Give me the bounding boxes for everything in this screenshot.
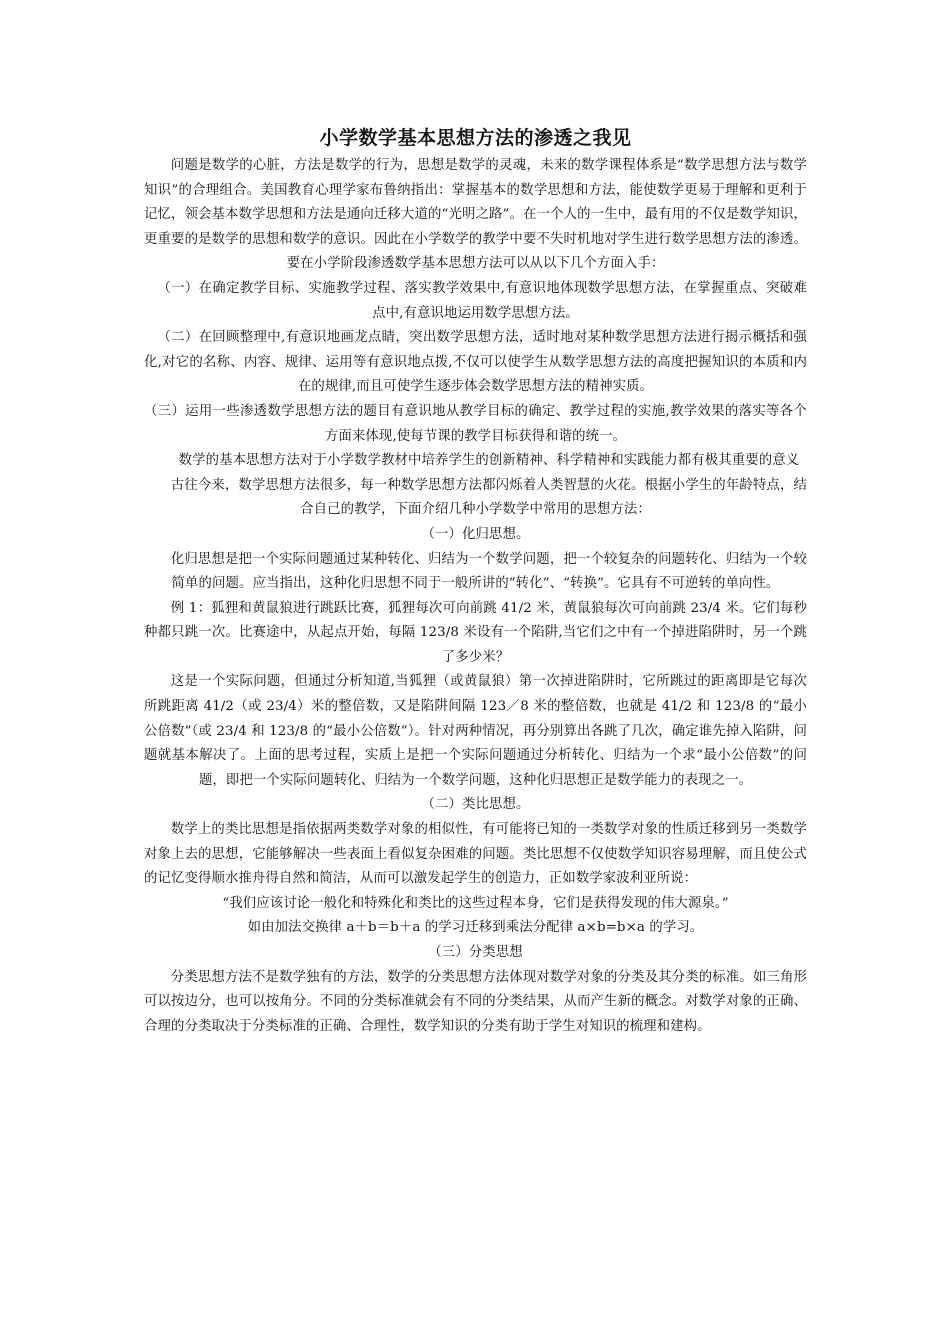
analogy-paragraph: 数学上的类比思想是指依据两类数学对象的相似性，有可能将已知的一类数学对象的性质迁移到另一类数学对象上去的思想，它能够解决一些表面上看似复杂困难的问题。类比思想不仅使数学知识容易理解，而且使公式的记忆变得顺水推舟得自然和简洁，从而可以激发起学生的创造力，正如数学家波利亚所说： — [144, 822, 807, 887]
method-item-3: （三）运用一些渗透数学思想方法的题目有意识地从教学目标的确定、教学过程的实施,教学效果的落实等各个方面来体现,使每节课的教学目标获得和谐的统一。 — [144, 403, 807, 444]
document-title: 小学数学基本思想方法的渗透之我见 — [319, 127, 632, 149]
intro-paragraph: 问题是数学的心脏，方法是数学的行为，思想是数学的灵魂，未来的数学课程体系是“数学思想方法与数学知识”的合理组合。美国教育心理学家布鲁纳指出：掌握基本的数学思想和方法，能使数学更易于理解和更利于记忆，领会基本数学思想和方法是通向迁移大道的“光明之路”。在一个人的一生中，最有用的不仅是数学知识，更重要的是数学的思想和数学的意识。因此在小学数学的教学中要不失时机地对学生进行数学思想方法的渗透。要在小学阶段渗透数学基本思想方法可以从以下几个方面入手： — [144, 158, 807, 272]
overview-paragraph: 古往今来，数学思想方法很多，每一种数学思想方法都闪烁着人类智慧的火花。根据小学生的年龄特点，结合自己的教学，下面介绍几种小学数学中常用的思想方法： — [170, 477, 807, 518]
section-heading-analogy: （二）类比思想。 — [421, 797, 530, 813]
classification-paragraph: 分类思想方法不是数学独有的方法，数学的分类思想方法体现对数学对象的分类及其分类的标准。如三角形可以按边分，也可以按角分。不同的分类标准就会有不同的分类结果，从而产生新的概念。对数学对象的正确、合理的分类取决于分类标准的正确、合理性，数学知识的分类有助于学生对知识的梳理和建构。 — [144, 969, 807, 1034]
reduction-paragraph: 化归思想是把一个实际问题通过某种转化、归结为一个数学问题，把一个较复杂的问题转化、归结为一个较简单的问题。应当指出，这种化归思想不同于一般所讲的“转化”、“转换”。它具有不可逆转的单向性。 — [170, 551, 807, 592]
document-page — [144, 124, 807, 1039]
example-1-paragraph: 例 1：狐狸和黄鼠狼进行跳跃比赛，狐狸每次可向前跳 41/2 米，黄鼠狼每次可向前跳 23/4 米。它们每秒种都只跳一次。比赛途中，从起点开始，每隔 123/8 米设有一个陷阱,当它们之中有一个掉进陷阱时，另一个跳了多少米？ — [144, 600, 807, 665]
significance-paragraph: 数学的基本思想方法对于小学数学教材中培养学生的创新精神、科学精神和实践能力都有极其重要的意义 — [178, 453, 800, 469]
analogy-example: 如由加法交换律 a＋b＝b＋a 的学习迁移到乘法分配律 a×b=b×a 的学习。 — [247, 920, 704, 936]
section-heading-classification: （三）分类思想 — [428, 945, 523, 960]
polya-quote: “我们应该讨论一般化和特殊化和类比的这些过程本身，它们是获得发现的伟大源泉。” — [222, 895, 729, 911]
section-heading-reduction: （一）化归思想。 — [421, 526, 530, 542]
method-item-1: （一）在确定教学目标、实施教学过程、落实教学效果中,有意识地体现数学思想方法，在掌握重点、突破难点中,有意识地运用数学思想方法。 — [157, 280, 807, 321]
method-item-2: （二）在回顾整理中,有意识地画龙点睛，突出数学思想方法，适时地对某种数学思想方法进行揭示概括和强化,对它的名称、内容、规律、运用等有意识地点拨,不仅可以使学生从数学思想方法的高度把握知识的本质和内在的规律,而且可使学生逐步体会数学思想方法的精神实质。 — [144, 330, 807, 395]
example-analysis-paragraph: 这是一个实际问题，但通过分析知道,当狐狸（或黄鼠狼）第一次掉进陷阱时，它所跳过的距离即是它每次所跳距离 41/2（或 23/4）米的整倍数，又是陷阱间隔 123／8 米的整倍数，也就是 41/2 和 123/8 的“最小公倍数”（或 23/4 和 123/8 的“最小公倍数”）。针对两种情况，再分别算出各跳了几次，确定谁先掉入陷阱，问题就基本解决了。上面的思考过程，实质上是把一个实际问题通过分析转化、归结为一个求“最小公倍数”的问题，即把一个实际问题转化、归结为一个数学问题，这种化归思想正是数学能力的表现之一。 — [144, 674, 807, 788]
